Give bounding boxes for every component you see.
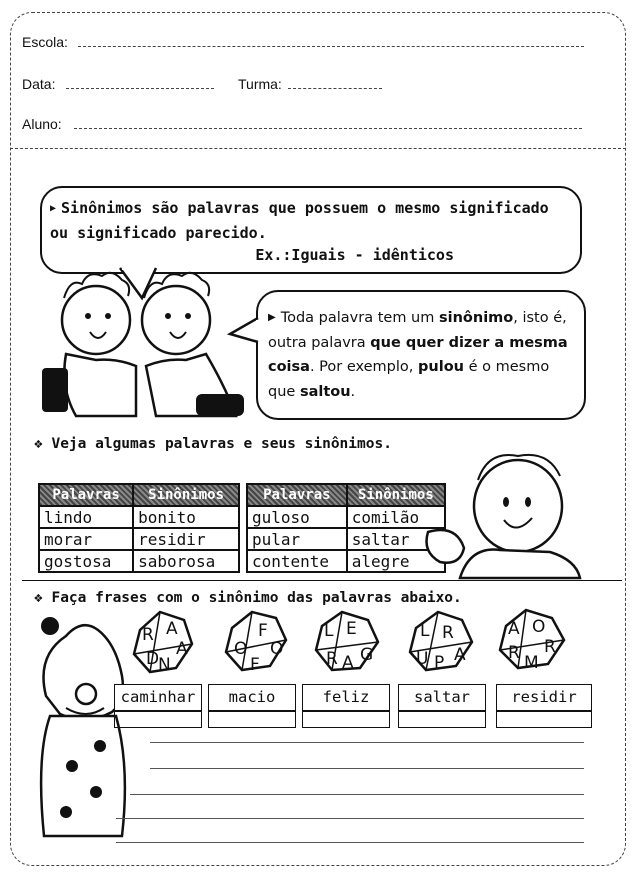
kite-letter: L bbox=[420, 621, 430, 641]
explanation-text bbox=[268, 306, 578, 404]
definition-sentence: Sinônimos são palavras que possuem o mesmo significado ou significado parecido. bbox=[50, 199, 549, 242]
kite-letter: G bbox=[360, 645, 374, 665]
kite-word: feliz bbox=[302, 684, 390, 712]
table-cell: saltar bbox=[347, 528, 445, 550]
explanation-bold3: pulou bbox=[418, 359, 464, 375]
boy-illustration bbox=[420, 450, 580, 580]
school-label: Escola: bbox=[22, 34, 68, 50]
diamond-bullet-icon: ❖ bbox=[34, 590, 43, 606]
explanation-part3: . Por exemplo, bbox=[309, 359, 419, 375]
school-line[interactable] bbox=[78, 46, 584, 47]
explanation-part1: Toda palavra tem um bbox=[280, 310, 439, 326]
triangle-pointer-icon: ▶ bbox=[50, 203, 57, 214]
kite-letter: O bbox=[270, 639, 284, 659]
kite-letter: A bbox=[176, 639, 188, 659]
class-label: Turma: bbox=[238, 76, 282, 92]
explanation-bold4: saltou bbox=[299, 383, 351, 400]
kite-letter: E bbox=[346, 619, 357, 639]
date-line[interactable] bbox=[66, 88, 214, 89]
section1-title-text: Veja algumas palavras e seus sinônimos. bbox=[51, 436, 392, 452]
explanation-part4: é o mesmo que bbox=[268, 359, 550, 400]
table-header: Sinônimos bbox=[347, 484, 445, 506]
kite-letter: O bbox=[532, 617, 546, 637]
answer-box[interactable] bbox=[496, 710, 592, 728]
answer-box[interactable] bbox=[398, 710, 486, 728]
kite-letter: M bbox=[524, 653, 539, 673]
section1-title bbox=[34, 436, 392, 452]
section-divider bbox=[22, 580, 622, 581]
table-cell: bonito bbox=[133, 506, 239, 528]
date-field[interactable] bbox=[22, 76, 55, 92]
student-field[interactable] bbox=[22, 116, 62, 132]
diamond-bullet-icon: ❖ bbox=[34, 436, 43, 452]
explanation-bold2: que quer dizer a mesma coisa bbox=[268, 334, 568, 375]
student-line[interactable] bbox=[74, 128, 582, 129]
student-label: Aluno: bbox=[22, 116, 62, 132]
table-header: Palavras bbox=[247, 484, 347, 506]
bubble-tail bbox=[230, 318, 260, 348]
explanation-part2: , isto é, outra palavra bbox=[268, 310, 567, 351]
section2-title-text: Faça frases com o sinônimo das palavras abaixo. bbox=[51, 590, 462, 606]
kite-letter: R bbox=[544, 637, 556, 657]
class-line[interactable] bbox=[288, 88, 382, 89]
kite-letter: N bbox=[158, 655, 171, 675]
answer-box[interactable] bbox=[114, 710, 202, 728]
kite-word: caminhar bbox=[114, 684, 202, 712]
kite-letter: A bbox=[454, 645, 466, 665]
table-cell: contente bbox=[247, 550, 347, 572]
table-row bbox=[39, 550, 239, 572]
writing-line[interactable] bbox=[150, 768, 584, 769]
table-row bbox=[247, 528, 445, 550]
kite-letter: R bbox=[508, 643, 520, 663]
answer-box[interactable] bbox=[208, 710, 296, 728]
kite-letter: R bbox=[442, 623, 454, 643]
table-row bbox=[39, 506, 239, 528]
table-row bbox=[247, 550, 445, 572]
kite-letter: O bbox=[234, 639, 248, 659]
kite-letter: F bbox=[258, 621, 268, 641]
kite-letter: L bbox=[324, 621, 334, 641]
kite-letter: A bbox=[508, 619, 520, 639]
writing-line[interactable] bbox=[116, 842, 584, 843]
table-cell: morar bbox=[39, 528, 133, 550]
kites-row bbox=[120, 606, 600, 686]
definition-text bbox=[50, 196, 570, 246]
kids-illustration bbox=[36, 268, 246, 424]
class-field[interactable] bbox=[238, 76, 282, 92]
kite-letter: A bbox=[342, 653, 354, 673]
writing-line[interactable] bbox=[130, 794, 584, 795]
kite-word: saltar bbox=[398, 684, 486, 712]
table-row bbox=[39, 528, 239, 550]
kite-letter: F bbox=[250, 655, 260, 675]
kite-letter: U bbox=[416, 649, 429, 669]
kite-word: macio bbox=[208, 684, 296, 712]
explanation-bubble bbox=[256, 290, 586, 420]
kite-word: residir bbox=[496, 684, 592, 712]
explanation-bold1: sinônimo bbox=[438, 310, 514, 326]
triangle-pointer-icon: ▶ bbox=[268, 312, 276, 323]
school-field[interactable] bbox=[22, 34, 68, 50]
date-label: Data: bbox=[22, 76, 56, 92]
header-divider bbox=[10, 148, 626, 149]
kite-letter: R bbox=[142, 625, 154, 645]
kite-letter: P bbox=[434, 653, 445, 673]
writing-line[interactable] bbox=[150, 742, 584, 743]
table-cell: guloso bbox=[247, 506, 347, 528]
table-row bbox=[247, 506, 445, 528]
kite-letter: A bbox=[166, 619, 178, 639]
table-cell: comilão bbox=[347, 506, 445, 528]
section2-title bbox=[34, 590, 462, 606]
table-header: Sinônimos bbox=[133, 484, 239, 506]
example-text: Ex.:Iguais - idênticos bbox=[255, 246, 454, 264]
table-cell: residir bbox=[133, 528, 239, 550]
explanation-part5: . bbox=[350, 383, 356, 400]
table-cell: lindo bbox=[39, 506, 133, 528]
table-header: Palavras bbox=[39, 484, 133, 506]
writing-line[interactable] bbox=[116, 818, 584, 819]
definition-bubble bbox=[40, 186, 582, 274]
synonym-table-left bbox=[38, 483, 240, 573]
table-cell: pular bbox=[247, 528, 347, 550]
table-cell: alegre bbox=[347, 550, 445, 572]
table-cell: saborosa bbox=[133, 550, 239, 572]
table-cell: gostosa bbox=[39, 550, 133, 572]
answer-box[interactable] bbox=[302, 710, 390, 728]
kite-letter: D bbox=[146, 649, 160, 669]
kite-letter: R bbox=[326, 649, 338, 669]
synonym-table-right bbox=[246, 483, 446, 573]
